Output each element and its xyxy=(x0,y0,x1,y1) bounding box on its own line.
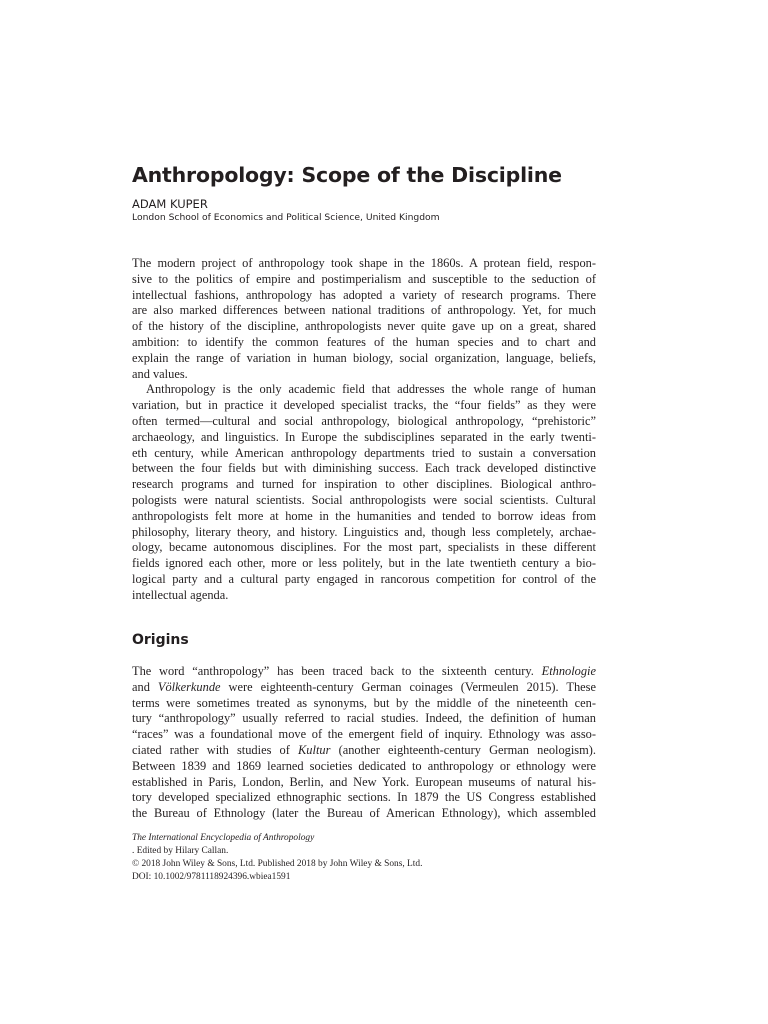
text-line: eth century, while American anthropology departments tried to sustain a conversation xyxy=(132,445,596,460)
paragraph-intro xyxy=(132,256,596,604)
text-line xyxy=(132,680,596,696)
text-line: established in Paris, London, Berlin, and New York. European museums of natural his- xyxy=(132,774,596,789)
text-run: and xyxy=(132,679,158,694)
text-line: sive to the politics of empire and postimperialism and susceptible to the seduction of xyxy=(132,271,596,286)
text-line: “races” was a foundational move of the emergent field of inquiry. Ethnology was asso- xyxy=(132,727,596,742)
italic-term: Kultur xyxy=(298,742,331,757)
text-line: tory developed specialized ethnographic sections. In 1879 the US Congress established xyxy=(132,790,596,805)
text-line: the Bureau of Ethnology (later the Bureau of American Ethnology), which assembled xyxy=(132,806,596,821)
author-name: ADAM KUPER xyxy=(132,197,208,211)
author-affiliation: London School of Economics and Political Science, United Kingdom xyxy=(132,212,440,223)
encyclopedia-title: The International Encyclopedia of Anthropology xyxy=(132,833,315,843)
text-line: anthropologists felt more at home in the humanities and tended to borrow ideas from xyxy=(132,508,596,523)
text-line: often termed—cultural and social anthropology, biological anthropology, “prehistoric” xyxy=(132,413,596,428)
text-line xyxy=(132,664,596,680)
copyright-line: © 2018 John Wiley & Sons, Ltd. Published 2018 by John Wiley & Sons, Ltd. xyxy=(132,859,423,869)
text-line: ambition: to identify the common features of the human species and to chart and xyxy=(132,334,596,349)
paragraph-origins xyxy=(132,664,596,822)
text-line xyxy=(132,743,596,759)
text-line: variation, but in practice it developed specialist tracks, the “four fields” as they were xyxy=(132,398,596,413)
text-line: terms were sometimes treated as synonyms, but by the middle of the nineteenth cen- xyxy=(132,695,596,710)
text-line: The modern project of anthropology took shape in the 1860s. A protean field, respon- xyxy=(132,256,596,270)
text-line: tury “anthropology” usually referred to racial studies. Indeed, the definition of human xyxy=(132,711,596,726)
text-run: (another eighteenth-century German neologism). xyxy=(330,742,596,757)
text-line: explain the range of variation in human biology, social organization, language, beliefs, xyxy=(132,350,596,365)
text-run: ciated rather with studies of xyxy=(132,742,299,757)
text-line: pologists were natural scientists. Social anthropologists were social scientists. Cultural xyxy=(132,492,596,507)
doi-line: DOI: 10.1002/9781118924396.wbiea1591 xyxy=(132,872,291,882)
text-line: archaeology, and linguistics. In Europe the subdisciplines separated in the early twenti- xyxy=(132,429,596,444)
text-line: Anthropology is the only academic field that addresses the whole range of human xyxy=(146,382,596,397)
italic-term: Ethnologie xyxy=(541,664,596,678)
text-line: and values. xyxy=(132,366,188,381)
text-line: Between 1839 and 1869 learned societies dedicated to anthropology or ethnology were xyxy=(132,758,596,773)
text-line: between the four fields but with diminishing success. Each track developed distinctive xyxy=(132,461,596,476)
text-line: logical party and a cultural party engaged in rancorous competition for control of the xyxy=(132,571,596,586)
citation-line xyxy=(132,832,596,858)
text-line: intellectual fashions, anthropology has adopted a variety of research programs. There xyxy=(132,287,596,302)
text-line: are also marked differences between national traditions of anthropology. Yet, for much xyxy=(132,303,596,318)
citation-footer xyxy=(132,832,596,884)
citation-editor: . Edited by Hilary Callan. xyxy=(132,846,229,856)
text-line: fields ignored each other, more or less politely, but in the late twentieth century a bio- xyxy=(132,556,596,571)
text-run: The word “anthropology” has been traced back to the sixteenth century. xyxy=(132,664,542,678)
text-line: intellectual agenda. xyxy=(132,587,229,602)
text-run: were eighteenth-century German coinages (Vermeulen 2015). These xyxy=(220,679,596,694)
text-line: philosophy, literary theory, and history. Linguistics and, though less completely, archae- xyxy=(132,524,596,539)
text-line: research programs and turned for inspiration to other disciplines. Biological anthro- xyxy=(132,477,596,492)
italic-term: Völkerkunde xyxy=(157,679,221,694)
section-heading: Origins xyxy=(132,632,189,648)
text-line: ology, became autonomous disciplines. For the most part, specialists in these different xyxy=(132,540,596,555)
text-line: of the history of the discipline, anthropologists never quite gave up on a great, shared xyxy=(132,319,596,334)
article-title: Anthropology: Scope of the Discipline xyxy=(132,163,562,187)
